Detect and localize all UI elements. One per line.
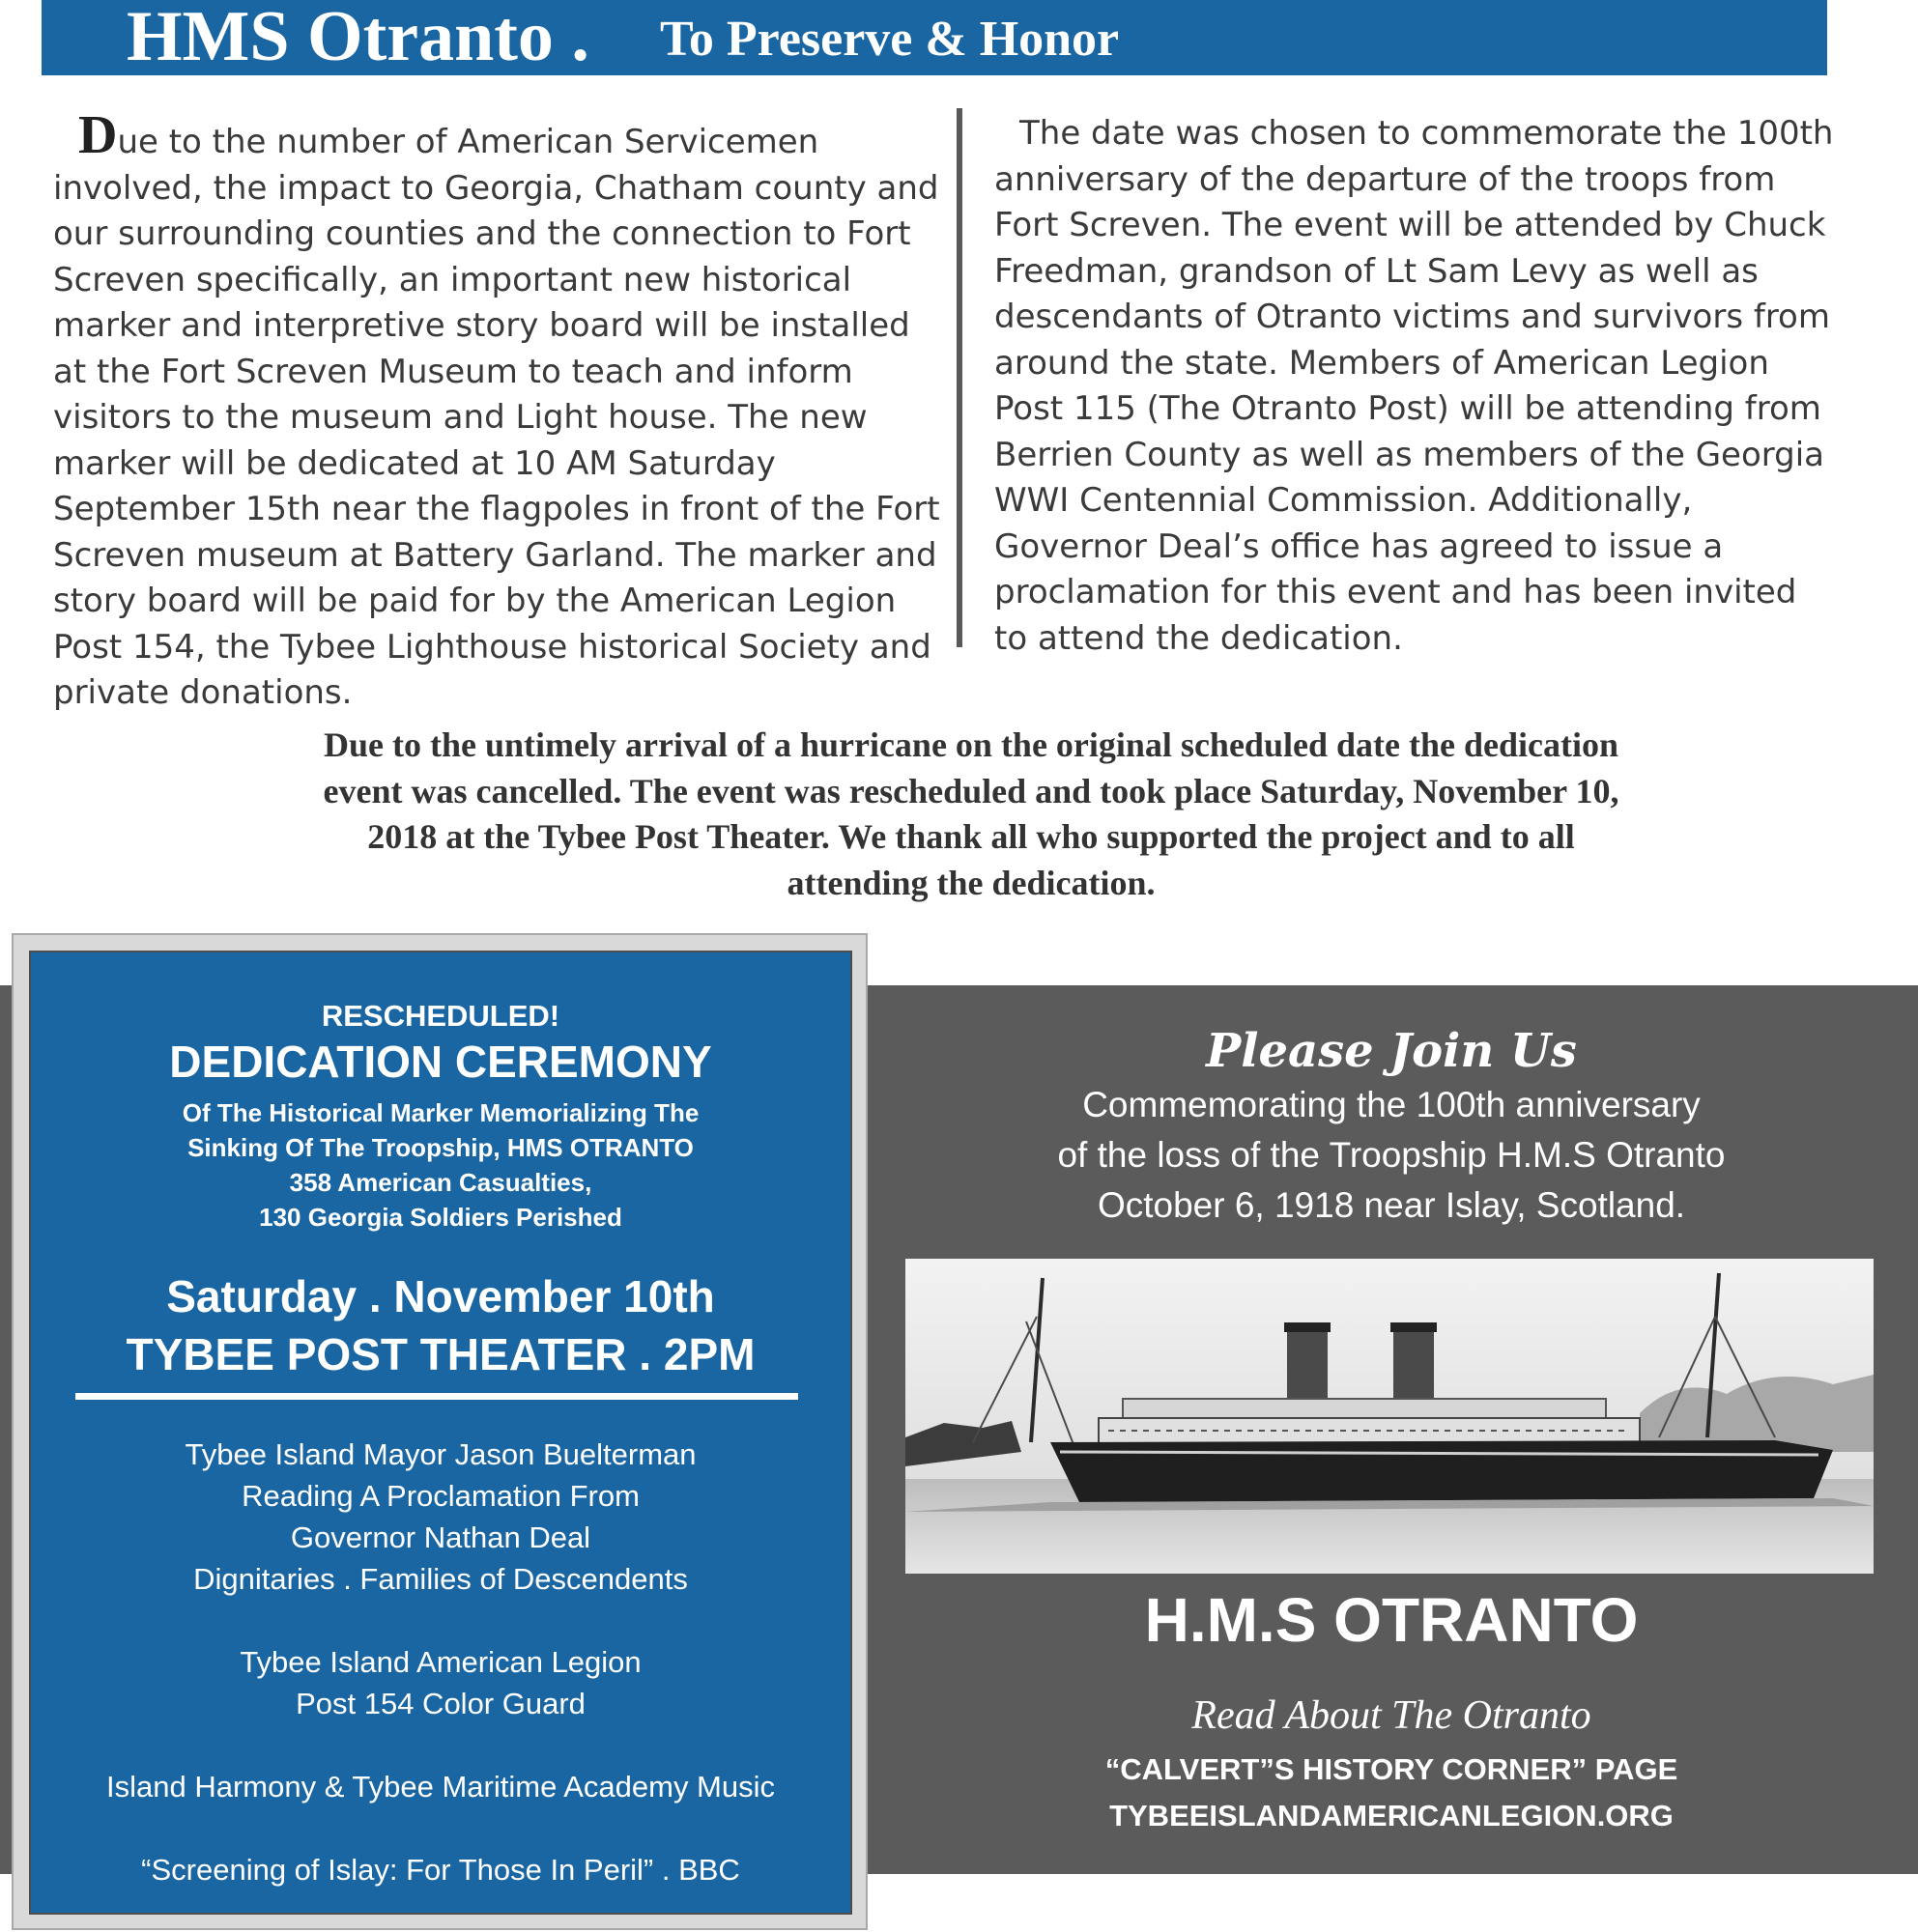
commemoration-line: October 6, 1918 near Islay, Scotland. — [1097, 1185, 1686, 1225]
column-divider — [957, 108, 962, 647]
ship-photo — [905, 1259, 1874, 1574]
page-subtitle: To Preserve & Honor — [660, 12, 1120, 67]
notice-line: event was cancelled. The event was rescheduled and took place Saturday, November 10, — [323, 771, 1619, 810]
event-date: Saturday . November 10th — [166, 1271, 715, 1321]
article-left-column — [53, 105, 942, 717]
event-venue: TYBEE POST THEATER . 2PM — [126, 1329, 756, 1379]
marker-line: Sinking Of The Troopship, HMS OTRANTO — [187, 1133, 694, 1162]
program-item: Reading A Proclamation From — [242, 1479, 640, 1513]
flyer-frame — [12, 933, 868, 1930]
ceremony-title: DEDICATION CEREMONY — [169, 1037, 712, 1087]
page-title: HMS Otranto . — [127, 0, 589, 76]
program-item: Tybee Island American Legion — [240, 1645, 642, 1679]
read-about-heading: Read About The Otranto — [1191, 1693, 1591, 1738]
join-us-heading: Please Join Us — [1206, 1024, 1577, 1078]
program-item: Dignitaries . Families of Descendents — [193, 1562, 688, 1596]
reference-info — [889, 1747, 1894, 1839]
commemoration-text — [889, 1080, 1894, 1231]
article-right-text: The date was chosen to commemorate the 100th anniversary of the departure of the troops from Fort Screven. The event will be attended by Chuck Freedman, grandson of Lt Sam Levy as well as descendants of Otranto victims and survivors from around the state. Members of American Legion Post 115 (The Otranto Post) will be attending from Berrien County as well as members of the Georgia WWI Centennial Commission. Additionally, Governor Deal’s office has agreed to issue a proclamation for this event and has been invited to attend the dedication. — [994, 114, 1834, 658]
event-when-where — [31, 1267, 850, 1383]
commemoration-line: of the loss of the Troopship H.M.S Otranto — [1057, 1135, 1726, 1175]
marker-line: 358 American Casualties, — [289, 1168, 592, 1197]
ship-name: H.M.S OTRANTO — [1144, 1585, 1639, 1655]
rescheduled-label: RESCHEDULED! — [321, 999, 560, 1033]
marker-description — [31, 1095, 850, 1235]
marker-line: Of The Historical Marker Memorializing The — [182, 1098, 700, 1127]
article-right-column — [994, 111, 1835, 662]
commemoration-line: Commemorating the 100th anniversary — [1082, 1085, 1701, 1124]
marker-line: 130 Georgia Soldiers Perished — [259, 1203, 622, 1232]
ship-illustration — [905, 1259, 1874, 1574]
article-left-text: ue to the number of American Servicemen involved, the impact to Georgia, Chatham county and our surrounding counties and the connection to Fort Screven specifically, an important new historical marker and interpretive story board will be installed at the Fort Screven Museum to teach and inform visitors to the museum and Light house. The new marker will be dedicated at 10 AM Saturday September 15th near the flagpoles in front of the Fort Screven museum at Battery Garland. The marker and story board will be paid for by the American Legion Post 154, the Tybee Lighthouse historical Society and private donations. — [53, 123, 940, 712]
website-link[interactable]: TYBEEISLANDAMERICANLEGION.ORG — [1109, 1799, 1674, 1833]
flyer-divider — [75, 1393, 798, 1400]
drop-cap: D — [78, 105, 118, 165]
notice-line: attending the dedication. — [787, 863, 1156, 902]
program-item: Post 154 Color Guard — [296, 1687, 586, 1720]
header-bar — [42, 0, 1827, 75]
program-item: “Screening of Islay: For Those In Peril” . BBC — [141, 1853, 740, 1887]
history-corner-reference: “CALVERT”S HISTORY CORNER” PAGE — [1104, 1752, 1678, 1786]
notice-line: Due to the untimely arrival of a hurricane on the original scheduled date the dedication — [324, 725, 1618, 764]
notice-line: 2018 at the Tybee Post Theater. We thank all who supported the project and to all — [367, 817, 1575, 856]
program-item: Governor Nathan Deal — [290, 1520, 591, 1554]
dedication-flyer — [29, 951, 852, 1915]
reschedule-notice — [222, 723, 1720, 906]
program-item: Tybee Island Mayor Jason Buelterman — [185, 1437, 697, 1471]
program-item: Island Harmony & Tybee Maritime Academy Music — [105, 1770, 776, 1804]
